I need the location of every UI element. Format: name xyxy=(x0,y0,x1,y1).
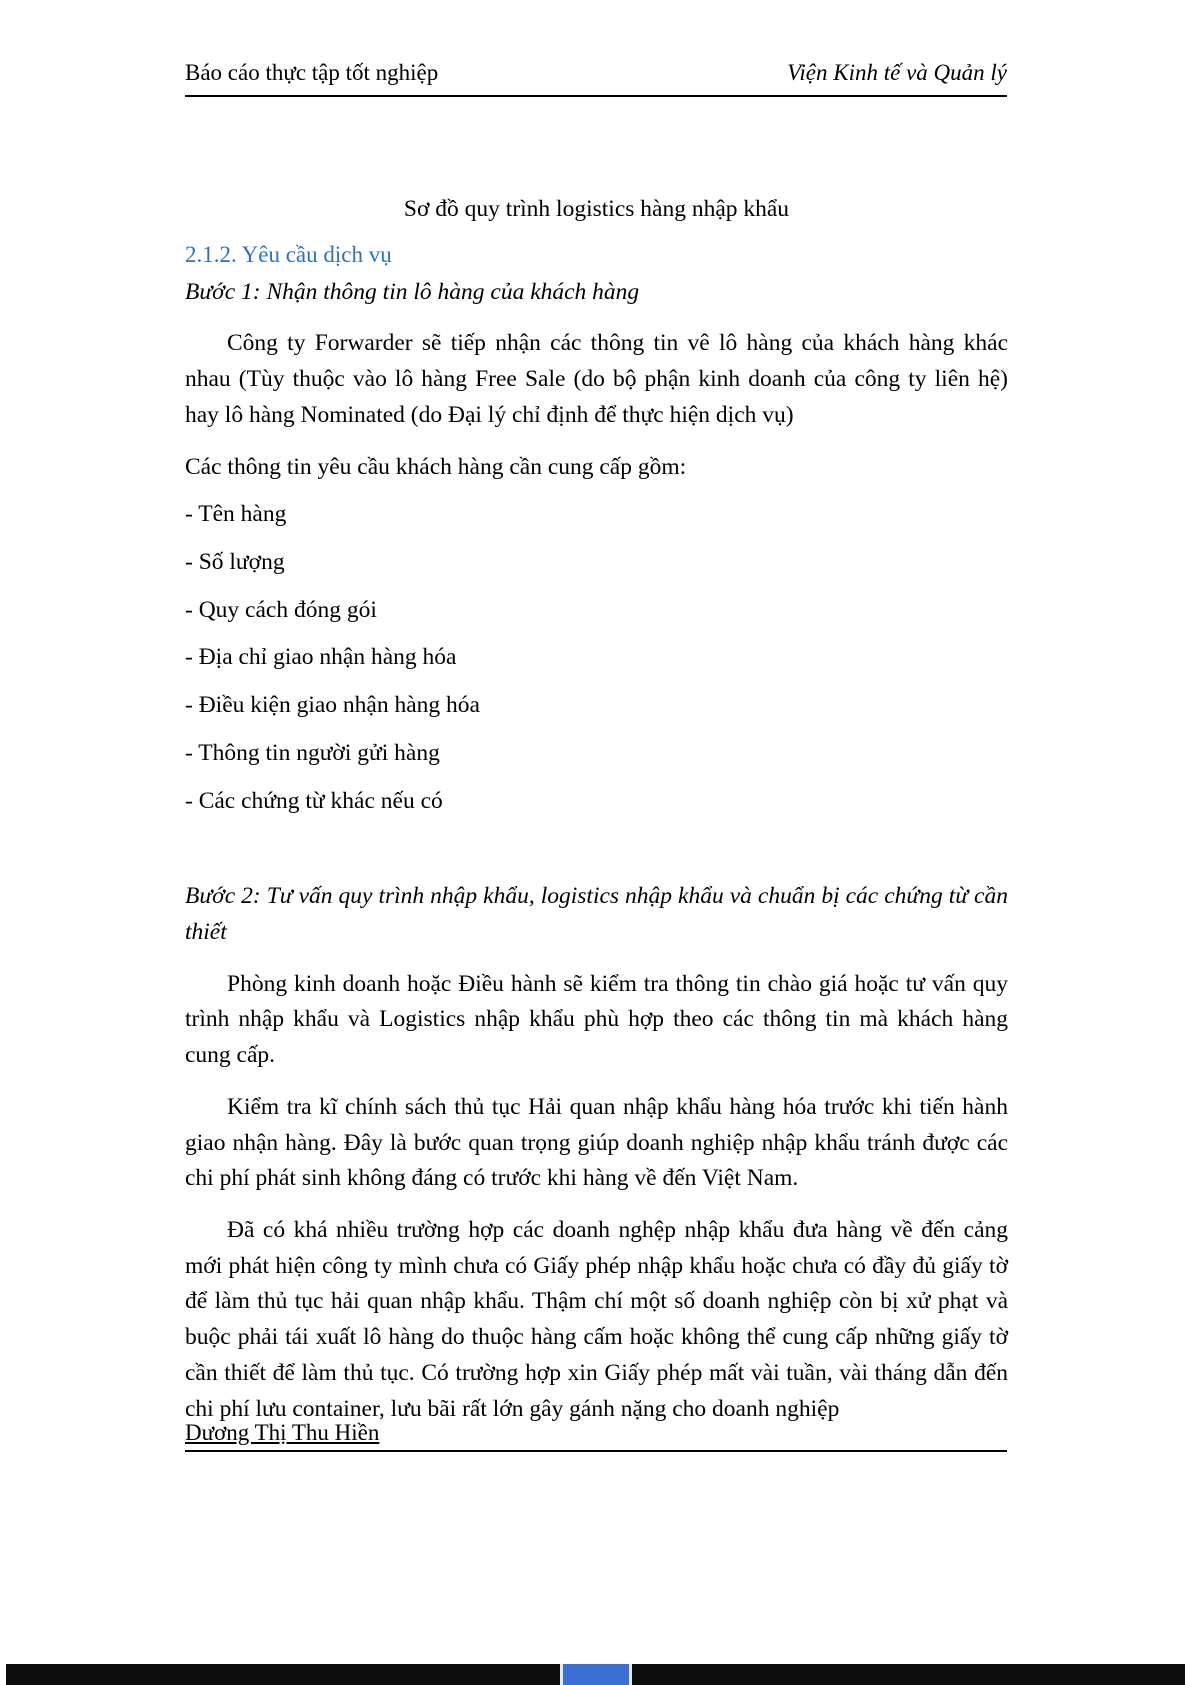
bottom-edge-accent xyxy=(560,1664,632,1685)
step2-paragraph-1: Phòng kinh doanh hoặc Điều hành sẽ kiểm tra thông tin chào giá hoặc tư vấn quy trình nhập khẩu và Logistics nhập khẩu phù hợp theo các thông tin mà khách hàng cung cấp. xyxy=(185,970,1008,1069)
list-item: - Địa chỉ giao nhận hàng hóa xyxy=(185,644,457,671)
header-institute-name: Viện Kinh tế và Quản lý xyxy=(787,60,1007,85)
list-item: - Quy cách đóng gói xyxy=(185,596,377,623)
page-header xyxy=(185,60,1007,97)
list-item: - Thông tin người gửi hàng xyxy=(185,739,440,766)
step1-paragraph-1: Công ty Forwarder sẽ tiếp nhận các thông tin vê lô hàng của khách hàng khác nhau (Tùy thuộc vào lô hàng Free Sale (do bộ phận kinh doanh của công ty liên hệ) hay lô hàng Nominated (do Đại lý chỉ định để thực hiện dịch vụ) xyxy=(185,330,1008,428)
document-body xyxy=(185,150,1008,1427)
page-footer xyxy=(185,1420,1007,1452)
figure-caption: Sơ đồ quy trình logistics hàng nhập khẩu xyxy=(403,196,790,222)
step2-paragraph-2: Kiểm tra kĩ chính sách thủ tục Hải quan nhập khẩu hàng hóa trước khi tiến hành giao nhận hàng. Đây là bước quan trọng giúp doanh nghiệp nhập khẩu tránh được các chi phí phát sinh không đáng có trước khi hàng về đến Việt Nam. xyxy=(185,1093,1008,1192)
step2-paragraph-3: Đã có khá nhiều trường hợp các doanh nghệp nhập khẩu đưa hàng về đến cảng mới phát hiện công ty mình chưa có Giấy phép nhập khẩu hoặc chưa có đầy đủ giấy tờ để làm thủ tục hải quan nhập khẩu. Thậm chí một số doanh nghiệp còn bị xử phạt và buộc phải tái xuất lô hàng do thuộc hàng cấm hoặc không thể cung cấp những giấy tờ cần thiết để làm thủ tục. Có trường hợp xin Giấy phép mất vài tuần, vài tháng dẫn đến chi phí lưu container, lưu bãi rất lớn gây gánh nặng cho doanh nghiệp xyxy=(185,1217,1008,1422)
footer-author-name: Dương Thị Thu Hiền xyxy=(185,1420,380,1445)
list-item: - Các chứng từ khác nếu có xyxy=(185,787,443,814)
list-item: - Tên hàng xyxy=(185,501,287,528)
list-item: - Số lượng xyxy=(185,548,285,575)
step1-title: Bước 1: Nhận thông tin lô hàng của khách hàng xyxy=(185,278,640,305)
section-heading: 2.1.2. Yêu cầu dịch vụ xyxy=(185,241,392,267)
requirements-list xyxy=(185,497,1008,819)
step1-paragraph-2: Các thông tin yêu cầu khách hàng cần cung cấp gồm: xyxy=(185,453,687,480)
step2-title: Bước 2: Tư vấn quy trình nhập khẩu, logistics nhập khẩu và chuẩn bị các chứng từ cần thiết xyxy=(185,883,1008,946)
header-report-title: Báo cáo thực tập tốt nghiệp xyxy=(185,60,439,85)
list-item: - Điều kiện giao nhận hàng hóa xyxy=(185,692,480,719)
bottom-edge-bar xyxy=(6,1664,1185,1685)
